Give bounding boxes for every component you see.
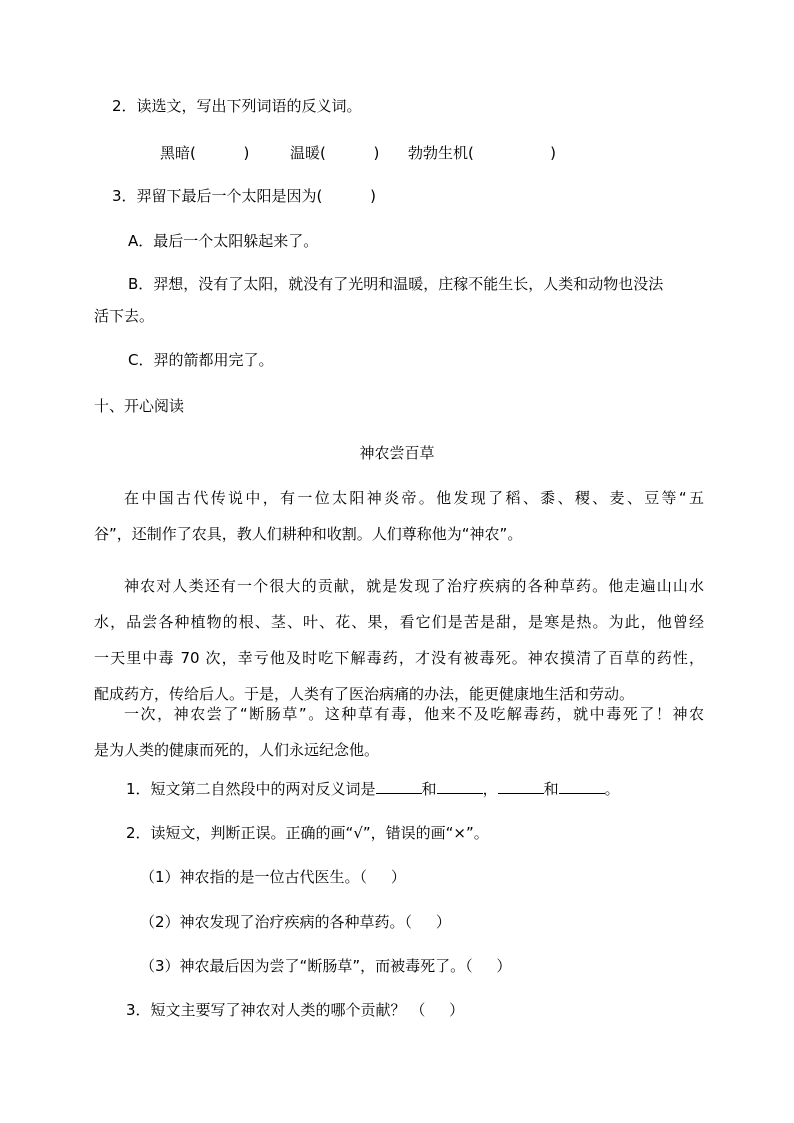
passage-line: 谷”，还制作了农具，教人们耕种和收割。人们尊称他为“神农”。 bbox=[94, 525, 523, 543]
reading-question-3: 3．短文主要写了神农对人类的哪个贡献？ （ ） bbox=[126, 1001, 465, 1019]
option-b-line-2: 活下去。 bbox=[94, 307, 155, 325]
passage-line: 一次，神农尝了“断肠草”。这种草有毒，他来不及吃解毒药，就中毒死了！神农 bbox=[124, 705, 704, 723]
antonym-word-3: 勃勃生机( ) bbox=[408, 144, 556, 162]
passage-paragraph-1 bbox=[94, 480, 704, 552]
option-c: C．羿的箭都用完了。 bbox=[128, 351, 274, 369]
reading-question-2: 2．读短文，判断正误。正确的画“√”，错误的画“×”。 bbox=[126, 824, 489, 842]
judge-item-2: （2）神农发现了治疗疾病的各种草药。（ ） bbox=[140, 913, 451, 931]
passage-line: 配成药方，传给后人。于是，人类有了医治病痛的办法，能更健康地生活和劳动。 bbox=[94, 685, 635, 703]
question-3: 3．羿留下最后一个太阳是因为( ) bbox=[112, 187, 376, 205]
passage-line: 在中国古代传说中，有一位太阳神炎帝。他发现了稻、黍、稷、麦、豆等“五 bbox=[124, 489, 704, 507]
judge-item-1: （1）神农指的是一位古代医生。（ ） bbox=[140, 868, 406, 886]
section-heading: 十、开心阅读 bbox=[94, 397, 185, 415]
reading-question-1 bbox=[126, 779, 620, 799]
judge-item-3: （3）神农最后因为尝了“断肠草”，而被毒死了。（ ） bbox=[140, 957, 512, 975]
answer-blank-4[interactable] bbox=[559, 779, 605, 794]
passage-title: 神农尝百草 bbox=[359, 444, 435, 462]
passage-line: 是为人类的健康而死的，人们永远纪念他。 bbox=[94, 741, 380, 759]
antonym-word-1: 黑暗( ) bbox=[160, 144, 250, 162]
passage-paragraph-3 bbox=[94, 696, 704, 768]
answer-blank-3[interactable] bbox=[498, 779, 544, 794]
antonym-word-2: 温暖( ) bbox=[290, 144, 380, 162]
passage-line: 水，品尝各种植物的根、茎、叶、花、果，看它们是苦是甜，是寒是热。为此，他曾经 bbox=[94, 613, 704, 631]
answer-blank-1[interactable] bbox=[376, 779, 422, 794]
question-1-and: 和 bbox=[421, 780, 437, 798]
passage-paragraph-2 bbox=[94, 568, 704, 712]
option-b-line-1: B．羿想，没有了太阳，就没有了光明和温暖，庄稼不能生长，人类和动物也没法 bbox=[128, 275, 664, 293]
passage-line: 神农对人类还有一个很大的贡献，就是发现了治疗疾病的各种草药。他走遍山山水 bbox=[124, 577, 704, 595]
passage-line: 一天里中毒 70 次，幸亏他及时吃下解毒药，才没有被毒死。神农摸清了百草的药性， bbox=[94, 649, 704, 667]
option-a: A．最后一个太阳躲起来了。 bbox=[128, 232, 319, 250]
question-1-comma: ， bbox=[482, 780, 498, 798]
question-1-end: 。 bbox=[604, 780, 620, 798]
question-1-and: 和 bbox=[543, 780, 559, 798]
question-1-prefix: 1．短文第二自然段中的两对反义词是 bbox=[126, 780, 376, 798]
question-2: 2．读选文，写出下列词语的反义词。 bbox=[112, 97, 362, 115]
answer-blank-2[interactable] bbox=[437, 779, 483, 794]
